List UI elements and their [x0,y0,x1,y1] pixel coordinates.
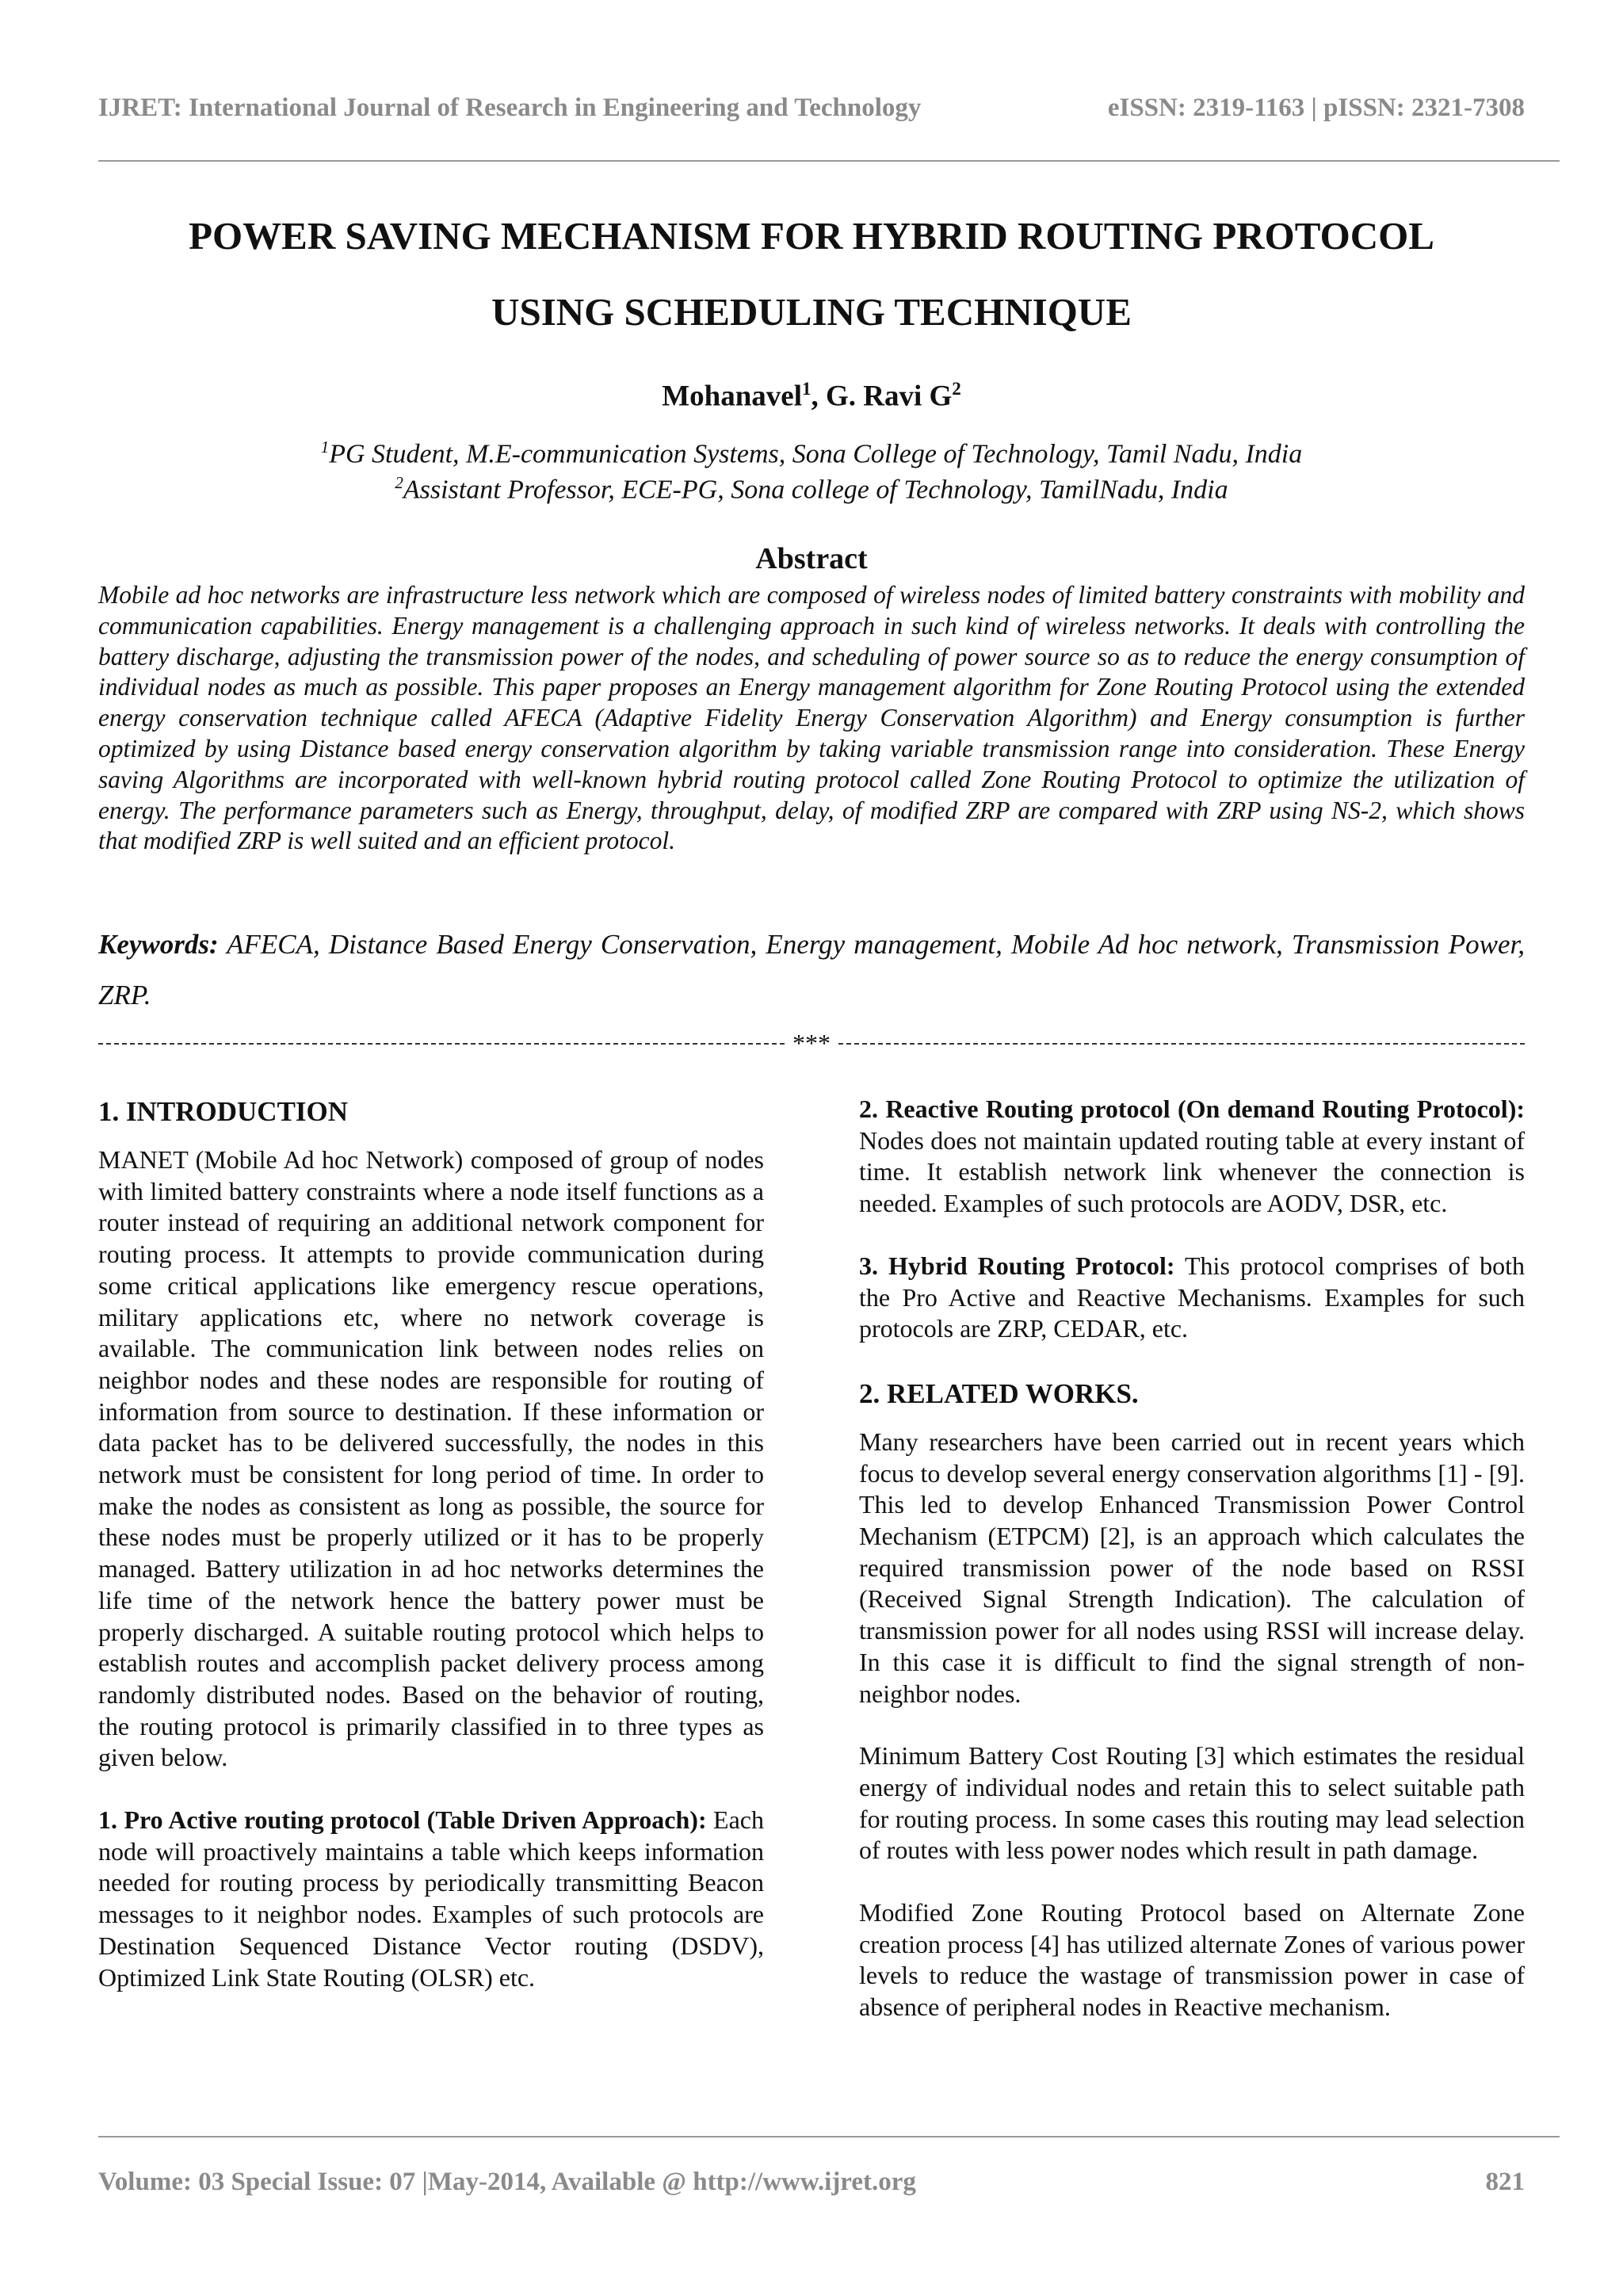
author-list [0,379,1623,413]
footer-rule [98,2136,1560,2137]
introduction-paragraph: MANET (Mobile Ad hoc Network) composed of group of nodes with limited battery constraints where a node itself functions as a router instead of requiring an additional network component for routing process. It attempts to provide communication during some critical applications like emergency rescue operations, military applications etc, where no network coverage is available. The communication link between nodes relies on neighbor nodes and these nodes are responsible for routing of information from source to destination. If these information or data packet has to be delivered successfully, the nodes in this network must be consistent for long period of time. In order to make the nodes as consistent as long as possible, the source for these nodes must be properly utilized or it has to be properly managed. Battery utilization in ad hoc networks determines the life time of the network hence the battery power must be properly discharged. A suitable routing protocol which helps to establish routes and accomplish packet delivery process among randomly distributed nodes. Based on the behavior of routing, the routing protocol is primarily classified in to three types as given below. [98,1145,764,1772]
related-works-paragraph-1: Many researchers have been carried out in recent years which focus to develop several energy conservation algorithms [1] - [9]. This led to develop Enhanced Transmission Power Control Mechanism (ETPCM) [2], is an approach which calculates the required transmission power of the node based on RSSI (Received Signal Strength Indication). The calculation of transmission power for all nodes using RSSI will increase delay. In this case it is difficult to find the signal strength of non-neighbor nodes. [859,1427,1525,1708]
abstract-heading: Abstract [755,542,868,575]
related-works-paragraph-2: Minimum Battery Cost Routing [3] which estimates the residual energy of individual nodes and retain this to select suitable path for routing process. In some cases this routing may lead selection of routes with less power nodes which result in path damage. [859,1741,1525,1865]
paper-title [79,198,1544,350]
reactive-label: 2. Reactive Routing protocol (On demand Routing Protocol): [859,1095,1525,1123]
journal-name: IJRET: International Journal of Research in Engineering and Technology [98,94,922,122]
left-column [98,1094,764,2024]
keywords-text: AFECA, Distance Based Energy Conservation, Energy management, Mobile Ad hoc network, Transmission Power, ZRP. [98,929,1525,1010]
author-2: G. Ravi G [825,380,953,413]
title-line-1: POWER SAVING MECHANISM FOR HYBRID ROUTING PROTOCOL [189,214,1434,258]
proactive-label: 1. Pro Active routing protocol (Table Driven Approach): [98,1805,707,1835]
page-header [98,94,1525,123]
author-2-sup: 2 [952,379,961,399]
header-rule [98,160,1560,162]
title-line-2: USING SCHEDULING TECHNIQUE [491,290,1132,334]
hybrid-label: 3. Hybrid Routing Protocol: [859,1251,1175,1280]
reactive-item [859,1094,1525,1220]
author-1: Mohanavel [662,380,802,413]
hybrid-item [859,1251,1525,1345]
separator-dash-right [838,1043,1525,1045]
proactive-text: Each node will proactively maintains a table which keeps information needed for routing process by periodically transmitting Beacon messages to it neighbor nodes. Examples of such protocols are Destination Sequenced Distance Vector routing (DSDV), Optimized Link State Routing (OLSR) etc. [98,1805,765,1992]
separator-stars: *** [792,1029,831,1057]
issn-info: eISSN: 2319-1163 | pISSN: 2321-7308 [1107,94,1525,122]
affiliation-1-sup: 1 [320,437,330,457]
related-works-heading: 2. RELATED WORKS. [859,1377,1139,1409]
right-column [859,1094,1525,2054]
author-separator: , [811,380,826,413]
volume-info: Volume: 03 Special Issue: 07 |May-2014, Available @ http://www.ijret.org [98,2168,916,2196]
page-footer [98,2168,1525,2197]
page-number: 821 [1485,2168,1525,2196]
affiliation-1 [0,437,1623,469]
affiliation-2-sup: 2 [395,473,403,492]
affiliation-2-text: Assistant Professor, ECE-PG, Sona college of Technology, TamilNadu, India [403,475,1228,505]
introduction-heading: 1. INTRODUCTION [98,1096,349,1127]
keywords-label: Keywords: [98,929,219,960]
reactive-text: Nodes does not maintain updated routing table at every instant of time. It establish network link whenever the connection is needed. Examples of such protocols are AODV, DSR, etc. [859,1125,1525,1218]
proactive-item [98,1805,764,1993]
separator-dash-left [98,1043,785,1045]
affiliation-1-text: PG Student, M.E-communication Systems, Sona College of Technology, Tamil Nadu, India [329,439,1303,469]
hybrid-text: This protocol comprises of both the Pro Active and Reactive Mechanisms. Examples for such protocols are ZRP, CEDAR, etc. [859,1251,1526,1343]
affiliation-2 [0,473,1623,505]
related-works-paragraph-3: Modified Zone Routing Protocol based on Alternate Zone creation process [4] has utilized alternate Zones of various power levels to reduce the wastage of transmission power in case of absence of peripheral nodes in Reactive mechanism. [859,1898,1525,2022]
abstract-text: Mobile ad hoc networks are infrastructure less network which are composed of wireless nodes of limited battery constraints with mobility and communication capabilities. Energy management is a challenging approach in such kind of wireless networks. It deals with controlling the battery discharge, adjusting the transmission power of the nodes, and scheduling of power source so as to reduce the energy consumption of individual nodes as much as possible. This paper proposes an Energy management algorithm for Zone Routing Protocol using the extended energy conservation technique called AFECA (Adaptive Fidelity Energy Conservation Algorithm) and Energy consumption is further optimized by using Distance based energy conservation algorithm by taking variable transmission range into consideration. These Energy saving Algorithms are incorporated with well-known hybrid routing protocol called Zone Routing Protocol to optimize the utilization of energy. The performance parameters such as Energy, throughput, delay, of modified ZRP are compared with ZRP using NS-2, which shows that modified ZRP is well suited and an efficient protocol. [98,581,1525,855]
keywords [98,919,1525,1021]
section-separator [98,1029,1525,1058]
author-1-sup: 1 [801,379,812,399]
